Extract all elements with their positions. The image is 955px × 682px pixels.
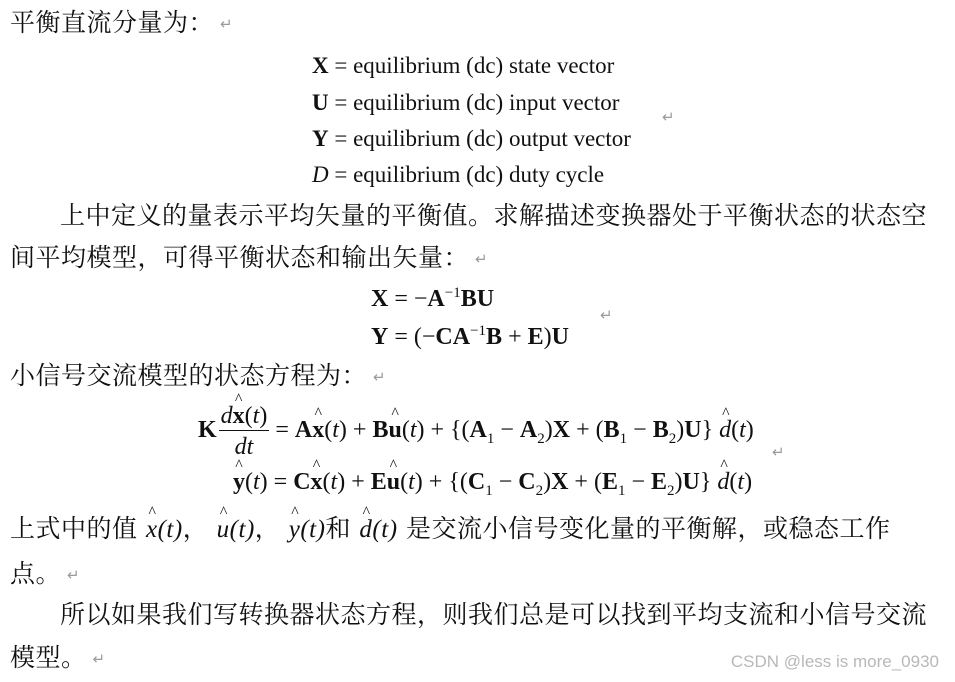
paragraph-2-text: 小信号交流模型的状态方程为： bbox=[10, 361, 368, 390]
paragraph-3-text: 是交流小信号变化量的平衡解，或稳态工作 bbox=[405, 514, 891, 543]
definition-text: = equilibrium (dc) duty cycle bbox=[328, 162, 605, 187]
math-d-hat: ^ d(t) bbox=[359, 516, 397, 543]
definition-symbol: Y bbox=[312, 126, 329, 151]
equation-x-steady-state: $X = -A^{-1}BU$ bbox=[371, 285, 495, 312]
math-y-hat: ^ y(t) bbox=[289, 516, 326, 543]
paragraph-4-line-2 bbox=[10, 645, 106, 670]
heading-line bbox=[10, 10, 233, 35]
heading-text: 平衡直流分量为： bbox=[10, 8, 215, 37]
definition-d bbox=[312, 163, 604, 186]
paragraph-3-text: 和 bbox=[325, 514, 351, 543]
paragraph-4-text: 模型。 bbox=[10, 643, 87, 672]
definition-symbol: D bbox=[312, 162, 329, 187]
equation-y-steady-state: $Y = (-CA^{-1}B + E)U$ bbox=[371, 323, 569, 350]
definition-symbol: X bbox=[312, 53, 329, 78]
paragraph-3-line-2 bbox=[10, 561, 80, 586]
equation-state-small-signal: K $\frac{d\^{} x(t)}{dt}$ = A^ x(t) + B^ $u(t) + \{(A_1 - A_2)X + (B_1 - B_2)U\}$ ^ d(t) bbox=[198, 404, 754, 459]
paragraph-3-text: 上式中的值 bbox=[10, 514, 138, 543]
paragraph-mark-icon: ↵ bbox=[373, 368, 387, 386]
definition-x bbox=[312, 54, 614, 77]
definition-text: = equilibrium (dc) input vector bbox=[328, 90, 620, 115]
watermark: CSDN @less is more_0930 bbox=[730, 652, 939, 671]
paragraph-3-text: ， bbox=[254, 514, 281, 543]
paragraph-2-line bbox=[10, 363, 386, 388]
paragraph-mark-icon: ↵ bbox=[662, 108, 675, 126]
definition-text: = equilibrium (dc) output vector bbox=[328, 126, 631, 151]
definition-u bbox=[312, 91, 619, 114]
paragraph-3-text: ， bbox=[182, 514, 209, 543]
definition-text: = equilibrium (dc) state vector bbox=[328, 53, 615, 78]
paragraph-mark-icon: ↵ bbox=[220, 15, 234, 33]
paragraph-1-text: 间平均模型，可得平衡状态和输出矢量： bbox=[10, 243, 470, 272]
paragraph-4-line-1: 所以如果我们写转换器状态方程，则我们总是可以找到平均支流和小信号交流 bbox=[60, 600, 928, 629]
equation-output-small-signal: ^ y(t) = C^ x(t) + E^ $u(t) + \{(C_1 - C_2)X + (E_1 - E_2)U\}$ ^ d(t) bbox=[233, 470, 752, 499]
paragraph-mark-icon: ↵ bbox=[772, 443, 785, 461]
paragraph-mark-icon: ↵ bbox=[67, 566, 81, 584]
paragraph-1-line-1: 上中定义的量表示平均矢量的平衡值。求解描述变换器处于平衡状态的状态空 bbox=[60, 201, 928, 230]
paragraph-mark-icon: ↵ bbox=[475, 250, 489, 268]
paragraph-mark-icon: ↵ bbox=[600, 306, 613, 324]
paragraph-mark-icon: ↵ bbox=[92, 650, 106, 668]
paragraph-3-text: 点。 bbox=[10, 559, 62, 588]
paragraph-3-line-1 bbox=[10, 516, 891, 542]
definition-y bbox=[312, 127, 631, 150]
definition-symbol: U bbox=[312, 90, 329, 115]
paragraph-1-line-2 bbox=[10, 245, 488, 270]
math-u-hat: ^ u(t) bbox=[217, 516, 255, 543]
math-x-hat: ^ x(t) bbox=[146, 516, 183, 543]
